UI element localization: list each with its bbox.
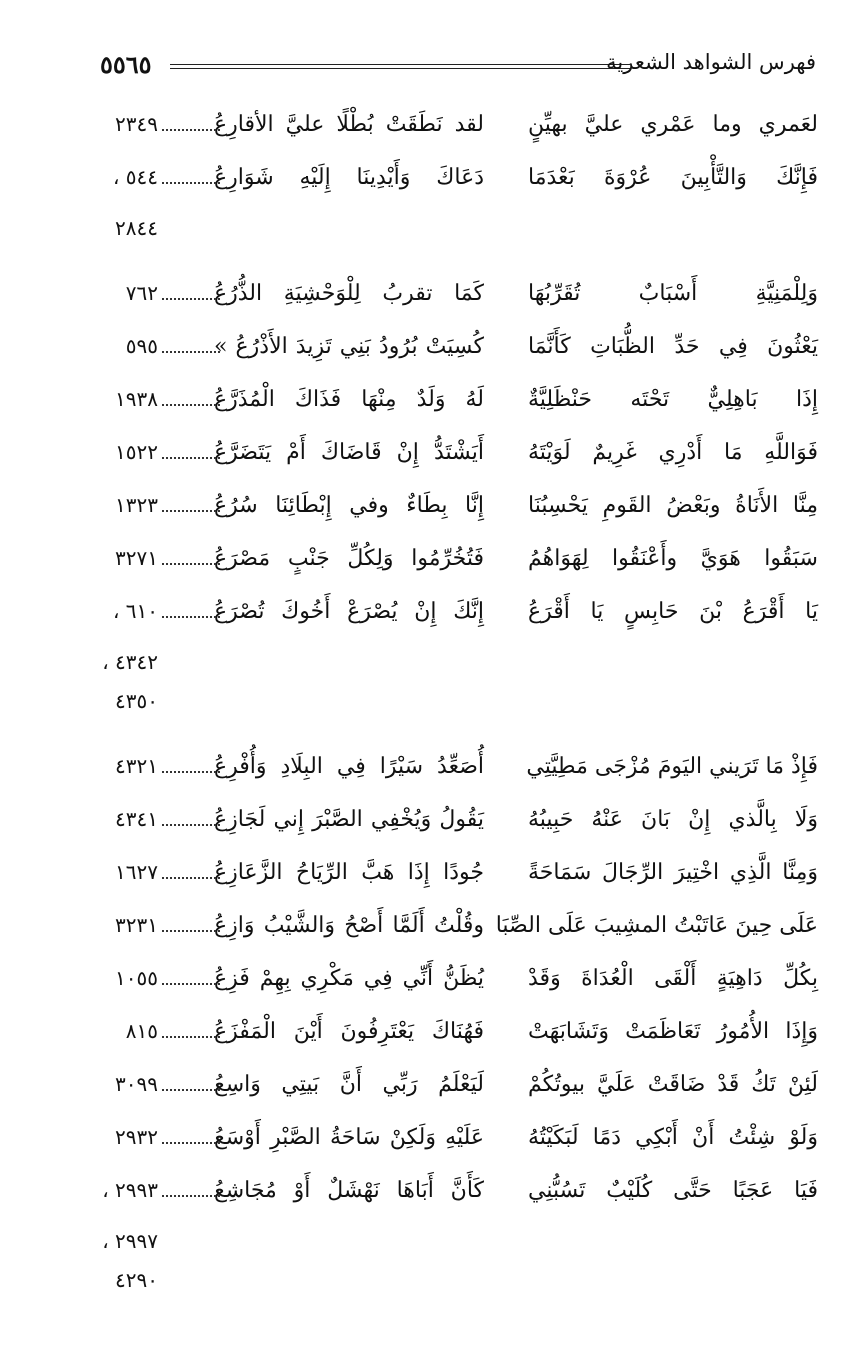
reference-numbers: ٤٣٤٢ ،: [102, 650, 158, 674]
second-hemistich: أَيَشْتَدُّ إِنْ قَاضَاكَ أَمْ يَتَضَرَّعُ: [214, 440, 484, 465]
dot-leader: [162, 510, 220, 512]
reference-numbers: ٨١٥: [125, 1019, 158, 1043]
first-hemistich: فَإِنَّكَ وَالتَّأْبِينَ عُرْوَةَ بَعْدَمَا: [528, 165, 818, 190]
first-hemistich: سَبَقُوا هَوَيَّ وأَعْنَقُوا لِهَوَاهُمُ: [528, 546, 818, 571]
group-spacer: [0, 253, 868, 277]
group-spacer: [0, 726, 868, 750]
second-hemistich: إِنَّكَ إِنْ يُصْرَعْ أَخُوكَ تُصْرَعُ: [214, 599, 484, 624]
first-hemistich: لعَمري وما عَمْري عليَّ بهيِّنٍ: [528, 112, 818, 137]
second-hemistich: أُصَعِّدُ سَيْرًا فِي البِلَادِ وَأُفْرِعُ: [214, 754, 484, 779]
header-rule: [170, 64, 630, 72]
dot-leader: [162, 1142, 220, 1144]
second-hemistich: فَهُنَاكَ يَعْتَرِفُونَ أَيْنَ الْمَفْزَعُ: [214, 1019, 484, 1044]
page-header: [100, 50, 816, 94]
dot-leader: [162, 404, 220, 406]
reference-numbers: ٥٤٤ ،: [112, 165, 158, 189]
reference-numbers: ٤٣٤١: [115, 807, 158, 831]
second-hemistich: كُسِيَتْ بُرُودُ بَنِي تَزِيدَ الأَذْرُعُ »: [214, 334, 484, 359]
dot-leader: [162, 457, 220, 459]
second-hemistich: لَيَعْلَمُ رَبِّي أَنَّ بَيتِي وَاسِعُ: [214, 1072, 484, 1097]
verse-entry: [0, 436, 868, 489]
verse-entry: [0, 909, 868, 962]
first-hemistich: مِنَّا الأَنَاةُ وبَعْضُ القَومِ يَحْسِبُنَا: [528, 493, 818, 518]
first-hemistich: لَئِنْ تَكُ قَدْ ضَاقَتْ عَلَيَّ بيوتُكُمْ: [528, 1072, 818, 1097]
reference-continuation: [0, 214, 868, 253]
reference-numbers: ١٩٣٨: [115, 387, 158, 411]
first-hemistich: وَلَا بِالَّذي إِنْ بَانَ عَنْهُ حَبِيبُهُ: [528, 807, 818, 832]
verse-entry: [0, 750, 868, 803]
second-hemistich: كَأَنَّ أَبَاهَا نَهْشَلٌ أَوْ مُجَاشِعُ: [214, 1178, 484, 1203]
first-hemistich: فَوَاللَّهِ مَا أَدْرِي غَرِيمٌ لَوَيْتَهُ: [528, 440, 818, 465]
reference-continuation: [0, 648, 868, 687]
reference-continuation: [0, 1227, 868, 1266]
reference-numbers: ٥٩٥: [125, 334, 158, 358]
dot-leader: [162, 182, 220, 184]
verse-entry: [0, 542, 868, 595]
reference-numbers: ٢٩٩٧ ،: [102, 1229, 158, 1253]
reference-numbers: ٣٢٣١: [115, 913, 158, 937]
second-hemistich: دَعَاكَ وَأَيْدِينَا إِلَيْهِ شَوَارِعُ: [214, 165, 484, 190]
verse-entry: [0, 489, 868, 542]
header-rule-line: [170, 68, 630, 69]
verse-entry: [0, 595, 868, 648]
first-hemistich: عَلَى حِينَ عَاتَبْتُ المشِيبَ عَلَى الصِّبَا: [495, 913, 818, 938]
second-hemistich: يُظَنُّ أَنِّي فِي مَكْرِي بِهِمْ فَزِعُ: [214, 966, 484, 991]
reference-numbers: ٢٣٤٩: [115, 112, 158, 136]
second-hemistich: كَمَا تقربُ لِلْوَحْشِيَةِ الذُّرُعُ: [214, 281, 484, 306]
dot-leader: [162, 771, 220, 773]
reference-numbers: ١٣٢٣: [115, 493, 158, 517]
verse-entry: [0, 277, 868, 330]
first-hemistich: وَلَوْ شِئْتُ أَنْ أَبْكِي دَمًا لَبَكَيْتُهُ: [528, 1125, 818, 1150]
first-hemistich: وَإِذَا الأُمُورُ تَعَاظَمَتْ وَتَشَابَهَتْ: [528, 1019, 818, 1044]
reference-continuation: [0, 1266, 868, 1305]
dot-leader: [162, 298, 220, 300]
verse-entry: [0, 1174, 868, 1227]
reference-numbers: ٤٣٥٠: [115, 689, 158, 713]
first-hemistich: فَإِذْ مَا تَرَيني اليَومَ مُزْجَى مَطِيَّتِي: [526, 754, 818, 779]
verse-entry: [0, 383, 868, 436]
first-hemistich: فَيَا عَجَبًا حَتَّى كُلَيْبٌ تَسُبُّنِي: [528, 1178, 818, 1203]
dot-leader: [162, 1089, 220, 1091]
verse-entry: [0, 803, 868, 856]
dot-leader: [162, 983, 220, 985]
dot-leader: [162, 351, 220, 353]
second-hemistich: فَتُخُرِّمُوا وَلِكُلِّ جَنْبٍ مَصْرَعُ: [214, 546, 484, 571]
first-hemistich: يَعْثُونَ فِي حَدِّ الظُّبَاتِ كَأَنَّمَا: [528, 334, 818, 359]
reference-numbers: ٣٢٧١: [115, 546, 158, 570]
dot-leader: [162, 1036, 220, 1038]
dot-leader: [162, 824, 220, 826]
verse-index-list: [0, 108, 868, 1305]
verse-entry: [0, 856, 868, 909]
header-rule-line: [170, 64, 630, 65]
second-hemistich: إِنَّا بِطَاءٌ وفي إِبْطَائِنَا سُرُعُ: [214, 493, 484, 518]
first-hemistich: بِكُلِّ دَاهِيَةٍ أَلْقَى الْعُدَاةَ وَقَدْ: [528, 966, 818, 991]
dot-leader: [162, 563, 220, 565]
first-hemistich: وَمِنَّا الَّذِي اخْتِيرَ الرِّجَالَ سَمَاحَةً: [528, 860, 818, 885]
verse-entry: [0, 962, 868, 1015]
verse-entry: [0, 1015, 868, 1068]
dot-leader: [162, 877, 220, 879]
second-hemistich: لَهُ وَلَدٌ مِنْهَا فَذَاكَ الْمُذَرَّعُ: [214, 387, 484, 412]
first-hemistich: يَا أَقْرَعُ بْنَ حَابِسٍ يَا أَقْرَعُ: [528, 599, 818, 624]
dot-leader: [162, 129, 220, 131]
dot-leader: [162, 1195, 220, 1197]
verse-entry: [0, 1068, 868, 1121]
reference-continuation: [0, 687, 868, 726]
running-title: فهرس الشواهد الشعرية: [606, 50, 816, 74]
reference-numbers: ١٥٢٢: [115, 440, 158, 464]
reference-numbers: ٧٦٢: [125, 281, 158, 305]
dot-leader: [162, 616, 220, 618]
reference-numbers: ٢٩٩٣ ،: [102, 1178, 158, 1202]
dot-leader: [162, 930, 220, 932]
reference-numbers: ٤٣٢١: [115, 754, 158, 778]
verse-entry: [0, 108, 868, 161]
first-hemistich: وَلِلْمَنِيَّةِ أَسْبَابٌ تُقَرِّبُهَا: [528, 281, 818, 306]
reference-numbers: ٤٢٩٠: [115, 1268, 158, 1292]
reference-numbers: ٣٠٩٩: [115, 1072, 158, 1096]
second-hemistich: لقد نَطَقَتْ بُطْلًا عليَّ الأقارِعُ: [214, 112, 484, 137]
reference-numbers: ٦١٠ ،: [112, 599, 158, 623]
page-number: ٥٥٦٥: [100, 50, 152, 79]
verse-entry: [0, 330, 868, 383]
reference-numbers: ٢٩٣٢: [115, 1125, 158, 1149]
second-hemistich: عَلَيْهِ وَلَكِنْ سَاحَةُ الصَّبْرِ أَوْسَعُ: [214, 1125, 484, 1150]
verse-entry: [0, 161, 868, 214]
reference-numbers: ٢٨٤٤: [115, 216, 158, 240]
second-hemistich: وقُلْتُ أَلَمَّا أَصْحُ وَالشَّيْبُ وَازِعُ: [214, 913, 484, 938]
second-hemistich: جُودًا إِذَا هَبَّ الرِّيَاحُ الزَّعَازِعُ: [214, 860, 484, 885]
second-hemistich: يَقُولُ وَيُخْفِي الصَّبْرَ إِني لَجَازِعُ: [214, 807, 484, 832]
verse-entry: [0, 1121, 868, 1174]
reference-numbers: ١٠٥٥: [115, 966, 158, 990]
reference-numbers: ١٦٢٧: [115, 860, 158, 884]
first-hemistich: إِذَا بَاهِلِيٌّ تَحْتَه حَنْظَلِيَّةٌ: [528, 387, 818, 412]
